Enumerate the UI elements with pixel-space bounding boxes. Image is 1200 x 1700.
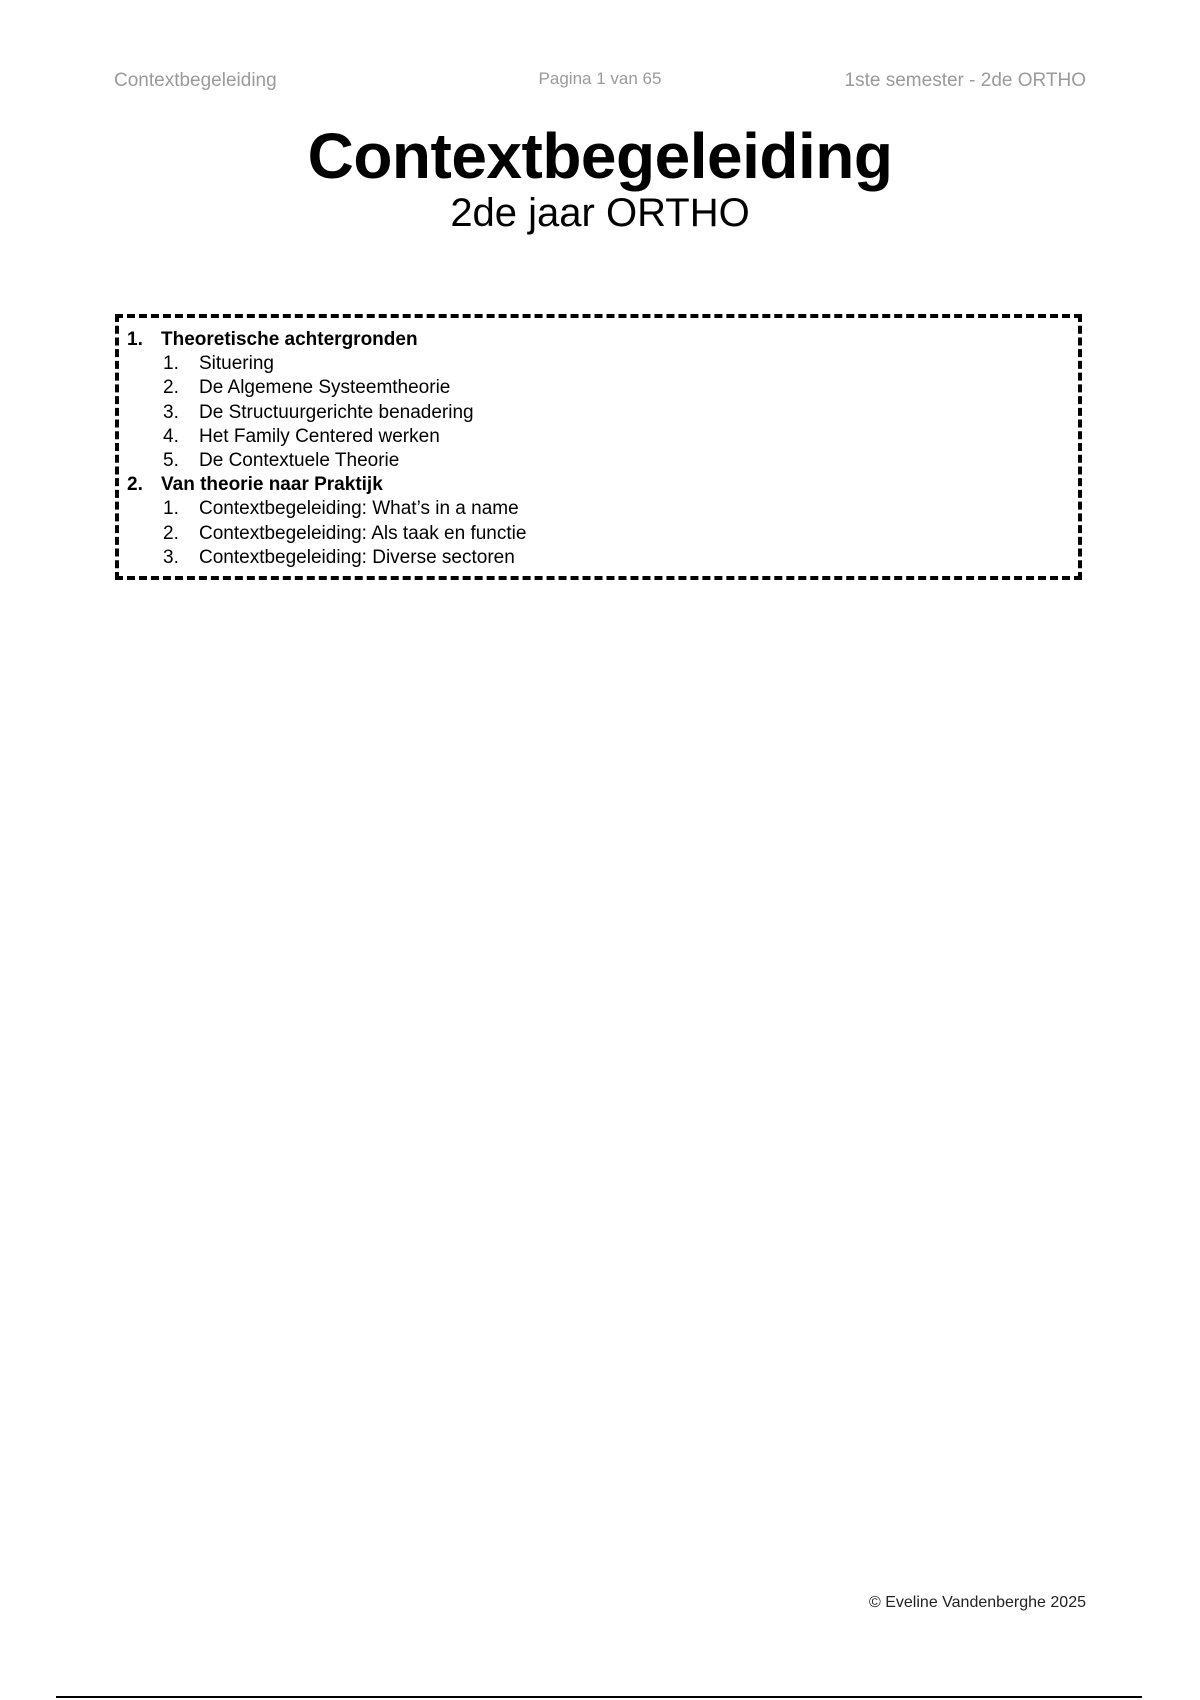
toc-section-title: Situering <box>199 353 274 375</box>
toc-section-number: 2. <box>163 522 179 544</box>
toc-section-number: 1. <box>163 353 179 375</box>
toc-chapter-number: 2. <box>127 474 143 496</box>
toc-section-number: 3. <box>163 546 179 568</box>
header-page-number: Pagina 1 van 65 <box>538 69 662 88</box>
document-subtitle: 2de jaar ORTHO <box>450 191 750 235</box>
toc-section-number: 3. <box>163 401 179 423</box>
toc-section-number: 2. <box>163 377 179 399</box>
toc-section-title: Contextbegeleiding: Als taak en functie <box>199 522 527 544</box>
toc-section-title: De Structuurgerichte benadering <box>199 401 474 423</box>
table-of-contents <box>115 314 1082 580</box>
toc-section-number: 4. <box>163 425 179 447</box>
toc-chapter-number: 1. <box>127 329 143 350</box>
toc-section-number: 5. <box>163 449 179 471</box>
toc-section-title: De Algemene Systeemtheorie <box>199 377 451 399</box>
header-semester: 1ste semester - 2de ORTHO <box>844 70 1086 91</box>
toc-chapter-title: Van theorie naar Praktijk <box>161 474 383 496</box>
toc-section-title: Contextbegeleiding: What’s in a name <box>199 498 519 520</box>
toc-section-title: Het Family Centered werken <box>199 425 440 447</box>
copyright-notice: © Eveline Vandenberghe 2025 <box>869 1594 1086 1611</box>
document-title: Contextbegeleiding <box>307 120 893 192</box>
toc-chapter-title: Theoretische achtergronden <box>161 329 418 350</box>
toc-section-number: 1. <box>163 498 179 520</box>
footer-divider <box>56 1696 1142 1698</box>
toc-section-title: De Contextuele Theorie <box>199 449 400 471</box>
page-header <box>0 70 1200 100</box>
header-course-name: Contextbegeleiding <box>114 70 277 91</box>
toc-section-title: Contextbegeleiding: Diverse sectoren <box>199 546 515 568</box>
